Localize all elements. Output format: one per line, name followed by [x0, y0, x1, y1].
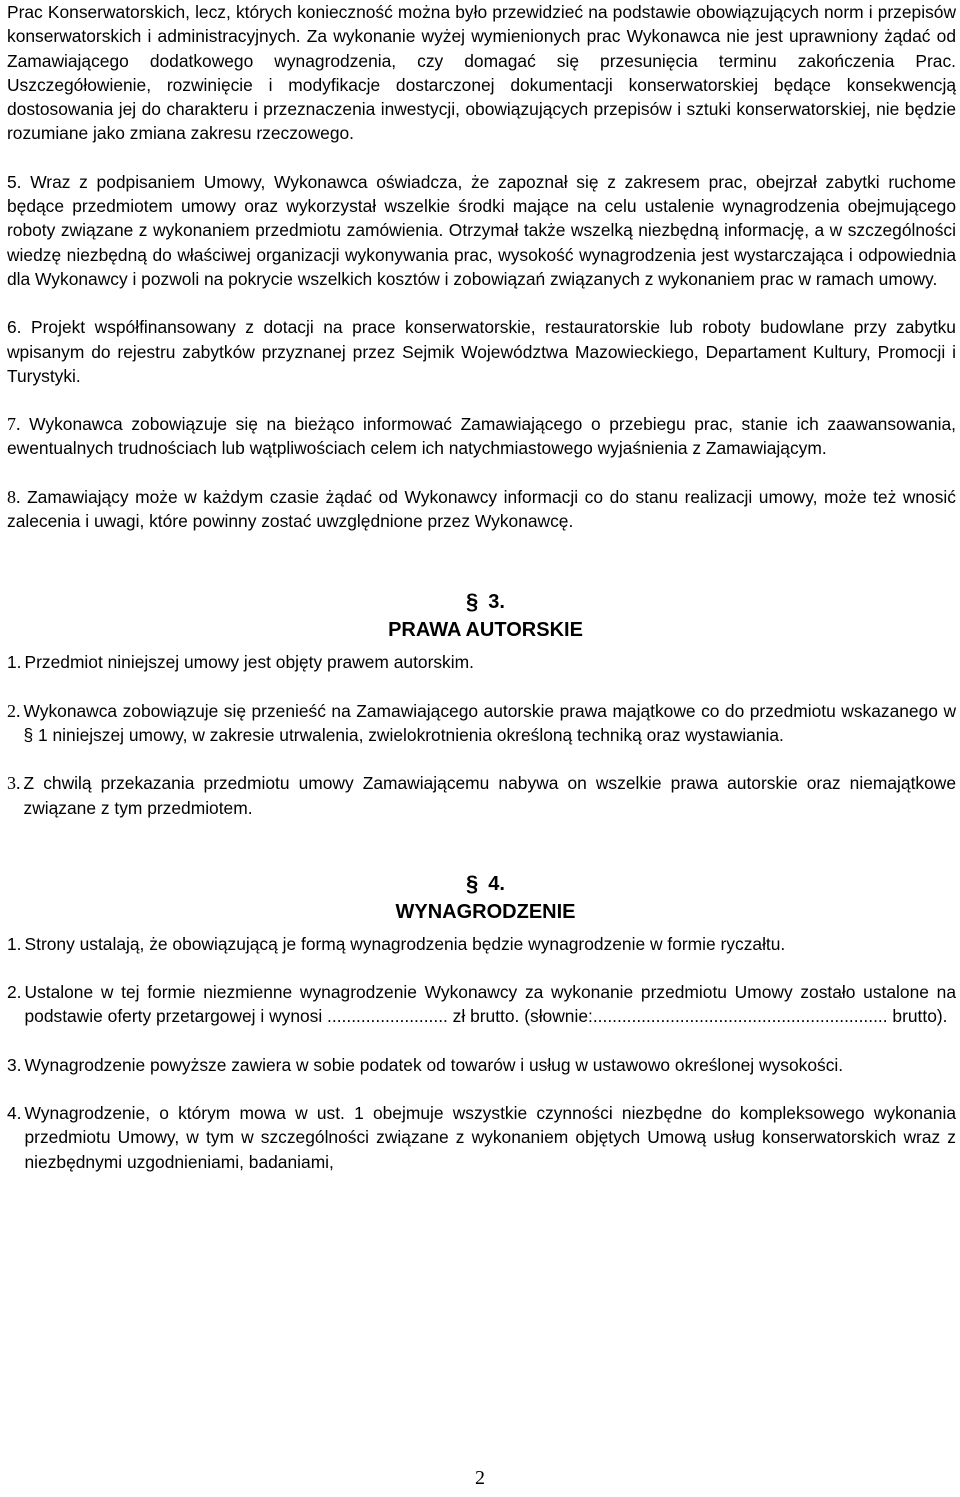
section-3-item-3: [7, 771, 956, 820]
section-4-item-2-text: Ustalone w tej formie niezmienne wynagrodzenie Wykonawcy za wykonanie przedmiotu Umowy zostało ustalone na podstawie oferty przetargowej i wynosi ......................... zł brutto. (słownie:............................................................. brutto).: [24, 982, 956, 1027]
section-3-item-1-text: Przedmiot niniejszej umowy jest objęty prawem autorskim.: [24, 652, 474, 673]
section-4-heading-number: [7, 870, 956, 898]
paragraph-8-number: 8.: [7, 486, 21, 507]
section-4-item-2: [7, 980, 956, 1029]
section-4-item-4-number: 4.: [7, 1103, 22, 1124]
section-3-item-1: [7, 650, 956, 674]
section-3-item-3-text: Z chwilą przekazania przedmiotu umowy Zamawiającemu nabywa on wszelkie prawa autorskie oraz niemajątkowe związane z tym przedmiotem.: [23, 773, 956, 818]
paragraph-7-number: 7.: [7, 414, 21, 435]
paragraph-intro: Prac Konserwatorskich, lecz, których konieczność można było przewidzieć na podstawie obowiązujących norm i przepisów konserwatorskich i administracyjnych. Za wykonanie wyżej wymienionych prac Wykonawca nie jest uprawniony żądać od Zamawiającego dodatkowego wynagrodzenia, czy domagać się przesunięcia terminu zakończenia Prac. Uszczegółowienie, rozwinięcie i modyfikacje dostarczonej dokumentacji konserwatorskiej będące konsekwencją dostosowania jej do charakteru i przeznaczenia inwestycji, obowiązujących przepisów i sztuki konserwatorskiej, nie będzie rozumiane jako zmiana zakresu rzeczowego.: [7, 2, 956, 144]
section-4-item-3: [7, 1053, 956, 1077]
section-4-number: 4.: [488, 872, 505, 895]
paragraph-7: [7, 412, 956, 461]
paragraph-7-text: Wykonawca zobowiązuje się na bieżąco informować Zamawiającego o przebiegu prac, stanie ich zaawansowania, ewentualnych trudnościach lub wątpliwościach celem ich natychmiastowego wyjaśnienia z Zamawiającym.: [7, 414, 956, 459]
section-4-title: WYNAGRODZENIE: [395, 900, 576, 923]
section-4-item-3-number: 3.: [7, 1054, 22, 1075]
section-3-sign: §: [466, 589, 479, 615]
section-4-item-2-number: 2.: [7, 982, 22, 1003]
section-4-item-4-text: Wynagrodzenie, o którym mowa w ust. 1 obejmuje wszystkie czynności niezbędne do kompleksowego wykonania przedmiotu Umowy, w tym w szczególności związane z wykonaniem objętych Umową usług konserwatorskich wraz z niezbędnymi uzgodnieniami, badaniami,: [24, 1103, 956, 1172]
section-3-item-3-number: 3.: [7, 773, 21, 794]
section-4-sign: §: [466, 870, 479, 896]
section-4-item-1: [7, 932, 956, 956]
section-3-item-2: [7, 699, 956, 748]
paragraph-6: [7, 315, 956, 388]
section-3-item-1-number: 1.: [7, 652, 22, 673]
paragraph-5: [7, 170, 956, 291]
section-3-item-2-text: Wykonawca zobowiązuje się przenieść na Zamawiającego autorskie prawa majątkowe co do przedmiotu wskazanego w § 1 niniejszej umowy, w zakresie utrwalenia, zwielokrotnienia określoną techniką oraz wystawiania.: [23, 700, 956, 745]
paragraph-8-text: Zamawiający może w każdym czasie żądać od Wykonawcy informacji co do stanu realizacji umowy, może też wnosić zalecenia i uwagi, które powinny zostać uwzględnione przez Wykonawcę.: [7, 486, 956, 532]
paragraph-6-text: Projekt współfinansowany z dotacji na prace konserwatorskie, restauratorskie lub roboty budowlane przy zabytku wpisanym do rejestru zabytków przyznanej przez Sejmik Województwa Mazowieckiego, Departament Kultury, Promocji i Turystyki.: [7, 317, 956, 386]
section-3-item-2-number: 2.: [7, 700, 21, 721]
section-4-item-1-text: Strony ustalają, że obowiązującą je formą wynagrodzenia będzie wynagrodzenie w formie ryczałtu.: [24, 933, 786, 954]
paragraph-5-number: 5.: [7, 171, 22, 192]
section-4-item-4: [7, 1101, 956, 1174]
section-3-number: 3.: [488, 591, 505, 614]
paragraph-8: [7, 485, 956, 534]
page-number: 2: [475, 1467, 485, 1489]
paragraph-6-number: 6.: [7, 317, 22, 338]
section-4-item-3-text: Wynagrodzenie powyższe zawiera w sobie podatek od towarów i usług w ustawowo określonej wysokości.: [24, 1054, 844, 1075]
section-3-title: PRAWA AUTORSKIE: [388, 619, 583, 642]
paragraph-5-text: Wraz z podpisaniem Umowy, Wykonawca oświadcza, że zapoznał się z zakresem prac, obejrzał zabytki ruchome będące przedmiotem umowy oraz wykorzystał wszelkie środki mające na celu ustalenie wynagrodzenia obejmującego roboty związane z wykonaniem przedmiotu zamówienia. Otrzymał także wszelką niezbędną informację, a w szczególności wiedzę niezbędną do właściwej organizacji wykonywania prac, wysokość wynagrodzenia jest wystarczająca i odpowiednia dla Wykonawcy i pozwoli na pokrycie wszelkich kosztów i zobowiązań związanych z wykonaniem prac w ramach umowy.: [7, 171, 956, 289]
section-3-heading-number: [7, 588, 956, 616]
section-4-item-1-number: 1.: [7, 933, 22, 954]
